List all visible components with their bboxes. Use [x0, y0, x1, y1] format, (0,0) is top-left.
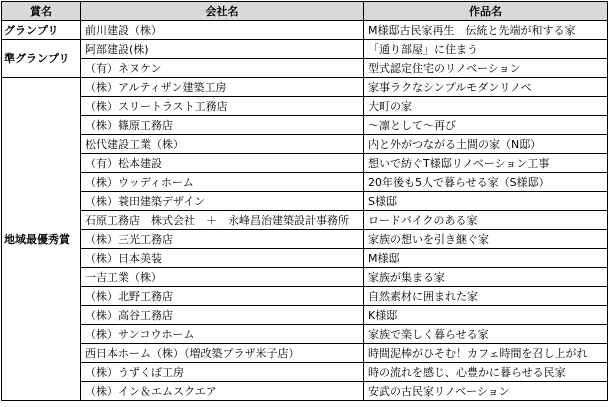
work-title-cell: S様邸: [364, 192, 608, 211]
company-name-cell: （株）スリートラスト工務店: [81, 97, 364, 116]
work-title-cell: K様邸: [364, 306, 608, 325]
company-name-cell: （株）ウッディホーム: [81, 173, 364, 192]
work-title-cell: 内と外がつながる土間の家（N邸）: [364, 135, 608, 154]
table-row: [2, 78, 608, 97]
award-name-cell: 準グランプリ: [2, 40, 81, 78]
company-name-cell: （株）三光工務店: [81, 230, 364, 249]
company-column-header: 会社名: [81, 2, 364, 21]
company-name-cell: 前川建設（株）: [81, 21, 364, 40]
work-title-cell: M様邸古民家再生 伝統と先端が和する家: [364, 21, 608, 40]
work-title-cell: M様邸: [364, 249, 608, 268]
company-name-cell: 石原工務店 株式会社 ＋ 永峰昌治建築設計事務所: [81, 211, 364, 230]
work-title-cell: ～凛として～再び: [364, 116, 608, 135]
company-name-cell: 西日本ホーム（株）（増改築プラザ米子店）: [81, 344, 364, 363]
work-title-cell: 安武の古民家リノベーション: [364, 382, 608, 401]
company-name-cell: 松代建設工業（株）: [81, 135, 364, 154]
award-name-cell: グランプリ: [2, 21, 81, 40]
table-row: [2, 382, 608, 401]
company-name-cell: （株）日本美装: [81, 249, 364, 268]
company-name-cell: （有）松本建設: [81, 154, 364, 173]
table-row: [2, 363, 608, 382]
table-row: [2, 325, 608, 344]
table-row: [2, 211, 608, 230]
work-title-cell: 20年後も5人で暮らせる家（S様邸）: [364, 173, 608, 192]
company-name-cell: （株）蓑田建築デザイン: [81, 192, 364, 211]
table-row: [2, 40, 608, 59]
company-name-cell: （株）サンコウホーム: [81, 325, 364, 344]
company-name-cell: 一吉工業（株）: [81, 268, 364, 287]
table-row: [2, 173, 608, 192]
table-row: [2, 249, 608, 268]
company-name-cell: （株）高谷工務店: [81, 306, 364, 325]
table-row: [2, 268, 608, 287]
work-title-cell: 「通り部屋」に住まう: [364, 40, 608, 59]
table-row: [2, 59, 608, 78]
table-row: [2, 21, 608, 40]
work-title-cell: 大町の家: [364, 97, 608, 116]
award-column-header: 賞名: [2, 2, 81, 21]
company-name-cell: （株）イン＆エムスクエア: [81, 382, 364, 401]
work-title-cell: 家族の想いを引き継ぐ家: [364, 230, 608, 249]
company-name-cell: （有）ネヌケン: [81, 59, 364, 78]
header-row: [2, 2, 608, 21]
table-row: [2, 154, 608, 173]
work-title-cell: 家族で楽しく暮らせる家: [364, 325, 608, 344]
company-name-cell: （株）うずくぼ工房: [81, 363, 364, 382]
table-row: [2, 135, 608, 154]
work-title-cell: 型式認定住宅のリノベーション: [364, 59, 608, 78]
company-name-cell: 阿部建設(株): [81, 40, 364, 59]
work-title-cell: 家事ラクなシンプルモダンリノベ: [364, 78, 608, 97]
awards-table: [1, 1, 608, 401]
work-title-cell: 時の流れを感じ、心豊かに暮らせる民家: [364, 363, 608, 382]
work-title-cell: 時間泥棒がひそむ！カフェ時間を召し上がれ: [364, 344, 608, 363]
work-title-cell: 想いで紡ぐT様邸リノベーション工事: [364, 154, 608, 173]
awards-table-body: [2, 21, 608, 401]
table-row: [2, 97, 608, 116]
company-name-cell: （株）アルティザン建築工房: [81, 78, 364, 97]
company-name-cell: （株）北野工務店: [81, 287, 364, 306]
work-title-cell: ロードバイクのある家: [364, 211, 608, 230]
company-name-cell: （株）篠原工務店: [81, 116, 364, 135]
table-row: [2, 116, 608, 135]
work-title-cell: 家族が集まる家: [364, 268, 608, 287]
award-name-cell: 地域最優秀賞: [2, 78, 81, 401]
table-row: [2, 306, 608, 325]
table-row: [2, 344, 608, 363]
table-row: [2, 192, 608, 211]
work-title-cell: 自然素材に囲まれた家: [364, 287, 608, 306]
table-row: [2, 287, 608, 306]
work-column-header: 作品名: [364, 2, 608, 21]
table-row: [2, 230, 608, 249]
